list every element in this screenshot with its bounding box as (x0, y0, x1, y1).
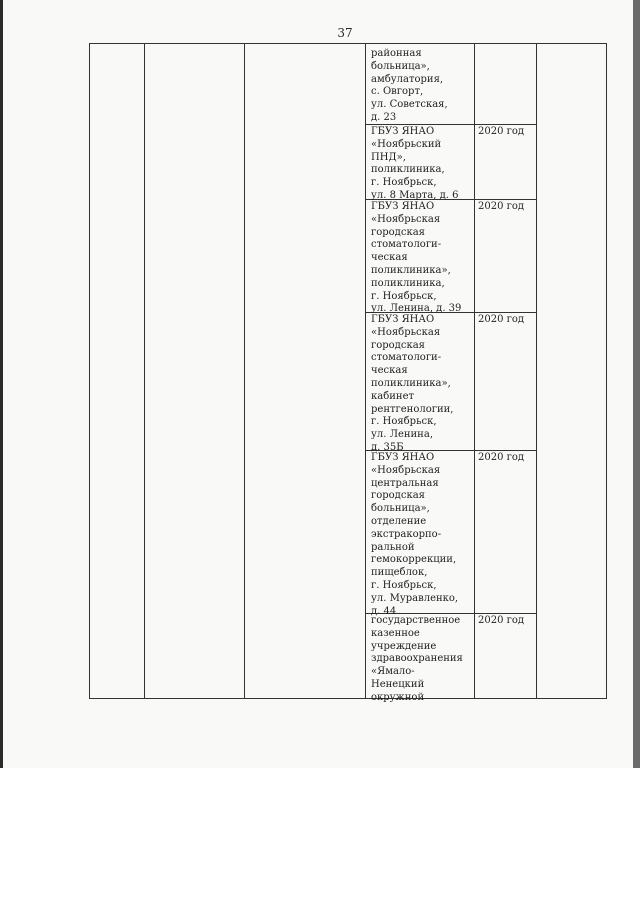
column-divider-2 (244, 44, 245, 698)
page-number: 37 (337, 26, 353, 40)
column-divider-4 (474, 44, 475, 698)
page-right-edge (633, 0, 640, 768)
year-cell: 2020 год (478, 615, 525, 626)
column-divider-5 (536, 44, 537, 698)
year-cell: 2020 год (478, 314, 525, 325)
facility-cell: ГБУЗ ЯНАО «Ноябрьская городская стоматологи- ческая поликлиника», поликлиника, г. Ноябрьск, ул. Ленина, д. 39 (371, 201, 462, 315)
year-cell: 2020 год (478, 201, 525, 212)
year-cell: 2020 год (478, 126, 525, 137)
page-left-edge (0, 0, 3, 768)
facility-cell: государственное казенное учреждение здравоохранения «Ямало- Ненецкий окружной (371, 615, 463, 703)
facility-cell: ГБУЗ ЯНАО «Ноябрьская центральная городская больница», отделение экстракорпо- ральной гемокоррекции, пищеблок, г. Ноябрьск, ул. Муравленко, д. 44 (371, 452, 459, 617)
facility-table (89, 43, 607, 703)
facility-cell: районная больница», амбулатория, с. Овгорт, ул. Советская, д. 23 (371, 48, 448, 123)
facility-cell: ГБУЗ ЯНАО «Ноябрьская городская стоматологи- ческая поликлиника», кабинет рентгенологии, г. Ноябрьск, ул. Ленина, д. 35Б (371, 314, 454, 453)
column-divider-1 (144, 44, 145, 698)
year-cell: 2020 год (478, 452, 525, 463)
column-divider-3 (365, 44, 366, 698)
facility-cell: ГБУЗ ЯНАО «Ноябрьский ПНД», поликлиника, г. Ноябрьск, ул. 8 Марта, д. 6 (371, 126, 459, 201)
